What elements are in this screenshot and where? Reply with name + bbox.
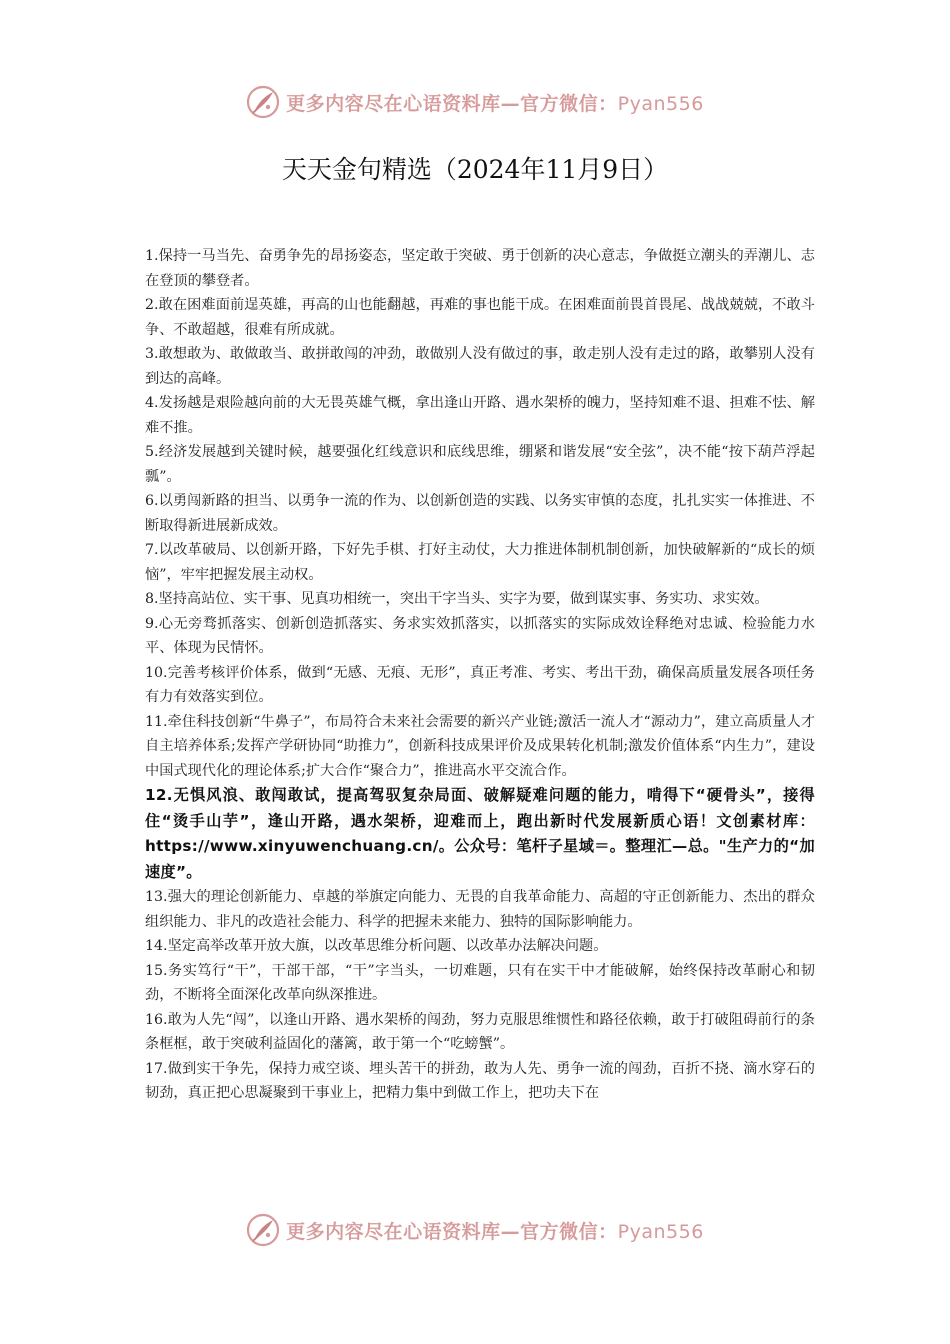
list-item: 15.务实笃行“干”，干部干部，“干”字当头，一切难题，只有在实干中才能破解，始终保持改革耐心和韧劲，不断将全面深化改革向纵深推进。	[145, 962, 815, 1003]
banner-text	[286, 1217, 704, 1244]
list-item: 3.敢想敢为、敢做敢当、敢拼敢闯的冲劲，敢做别人没有做过的事，敢走别人没有走过的路，敢攀别人没有到达的高峰。	[145, 346, 815, 387]
quote-list	[145, 244, 815, 1106]
list-item: 17.做到实干争先，保持力戒空谈、埋头苦干的拼劲，敢为人先、勇争一流的闯劲，百折不挠、滴水穿石的韧劲，真正把心思凝聚到干事业上，把精力集中到做工作上，把功夫下在	[145, 1060, 815, 1101]
list-item: 6.以勇闯新路的担当、以勇争一流的作为、以创新创造的实践、以务实审慎的态度，扎扎实实一体推进、不断取得新进展新成效。	[145, 493, 815, 534]
wechat-id: Pyan556	[617, 1220, 704, 1243]
list-item: 2.敢在困难面前逞英雄，再高的山也能翻越，再难的事也能干成。在困难面前畏首畏尾、战战兢兢，不敢斗争、不敢超越，很难有所成就。	[145, 297, 815, 338]
page-title: 天天金句精选（2024年11月9日）	[281, 155, 669, 184]
footer-banner	[0, 1210, 950, 1250]
wechat-id: Pyan556	[617, 92, 704, 115]
banner-text	[286, 89, 704, 116]
list-item: 8.坚持高站位、实干事、见真功相统一，突出干字当头、实字为要，做到谋实事、务实功、求实效。	[145, 591, 769, 607]
banner-label: 更多内容尽在心语资料库—官方微信：	[286, 1220, 618, 1243]
list-item: 13.强大的理论创新能力、卓越的举旗定向能力、无畏的自我革命能力、高超的守正创新能力、杰出的群众组织能力、非凡的改造社会能力、科学的把握未来能力、独特的国际影响能力。	[145, 889, 815, 930]
list-item: 9.心无旁骛抓落实、创新创造抓落实、务求实效抓落实，以抓落实的实际成效诠释绝对忠诚、检验能力水平、体现为民情怀。	[145, 615, 815, 656]
list-item: 4.发扬越是艰险越向前的大无畏英雄气概，拿出逢山开路、遇水架桥的魄力，坚持知难不退、担难不怯、解难不推。	[145, 395, 815, 436]
list-item: 14.坚定高举改革开放大旗，以改革思维分析问题、以改革办法解决问题。	[145, 938, 608, 954]
list-item: 5.经济发展越到关键时候，越要强化红线意识和底线思维，绷紧和谐发展“安全弦”，决不能“按下葫芦浮起瓢”。	[145, 444, 815, 485]
list-item: 10.完善考核评价体系，做到“无感、无痕、无形”，真正考准、考实、考出干劲，确保高质量发展各项任务有力有效落实到位。	[145, 664, 815, 705]
list-item: 11.牵住科技创新“牛鼻子”，布局符合未来社会需要的新兴产业链;激活一流人才“源动力”，建立高质量人才自主培养体系;发挥产学研协同“助推力”，创新科技成果评价及成果转化机制;激发价值体系“内生力”，建设中国式现代化的理论体系;扩大合作“聚合力”，推进高水平交流合作。	[145, 713, 815, 779]
header-banner	[0, 82, 950, 122]
quill-logo-icon	[246, 1213, 280, 1247]
list-item: 1.保持一马当先、奋勇争先的昂扬姿态，坚定敢于突破、勇于创新的决心意志，争做挺立潮头的弄潮儿、志在登顶的攀登者。	[145, 248, 815, 289]
banner-label: 更多内容尽在心语资料库—官方微信：	[286, 92, 618, 115]
list-item-highlighted: 12.无惧风浪、敢闯敢试，提高驾驭复杂局面、破解疑难问题的能力，啃得下“硬骨头”，接得住“烫手山芋”，逢山开路，遇水架桥，迎难而上，跑出新时代发展新质心语！文创素材库：https://www.xinyuwenchuang.cn/。公众号：笔杆子星域＝。整理汇—总。"生产力的“加速度”。	[145, 786, 815, 881]
list-item: 7.以改革破局、以创新开路，下好先手棋、打好主动仗，大力推进体制机制创新，加快破解新的“成长的烦恼”，牢牢把握发展主动权。	[145, 542, 815, 583]
quill-logo-icon	[246, 85, 280, 119]
list-item: 16.敢为人先“闯”，以逢山开路、遇水架桥的闯劲，努力克服思维惯性和路径依赖，敢于打破阻碍前行的条条框框，敢于突破利益固化的藩篱，敢于第一个“吃螃蟹”。	[145, 1011, 815, 1052]
